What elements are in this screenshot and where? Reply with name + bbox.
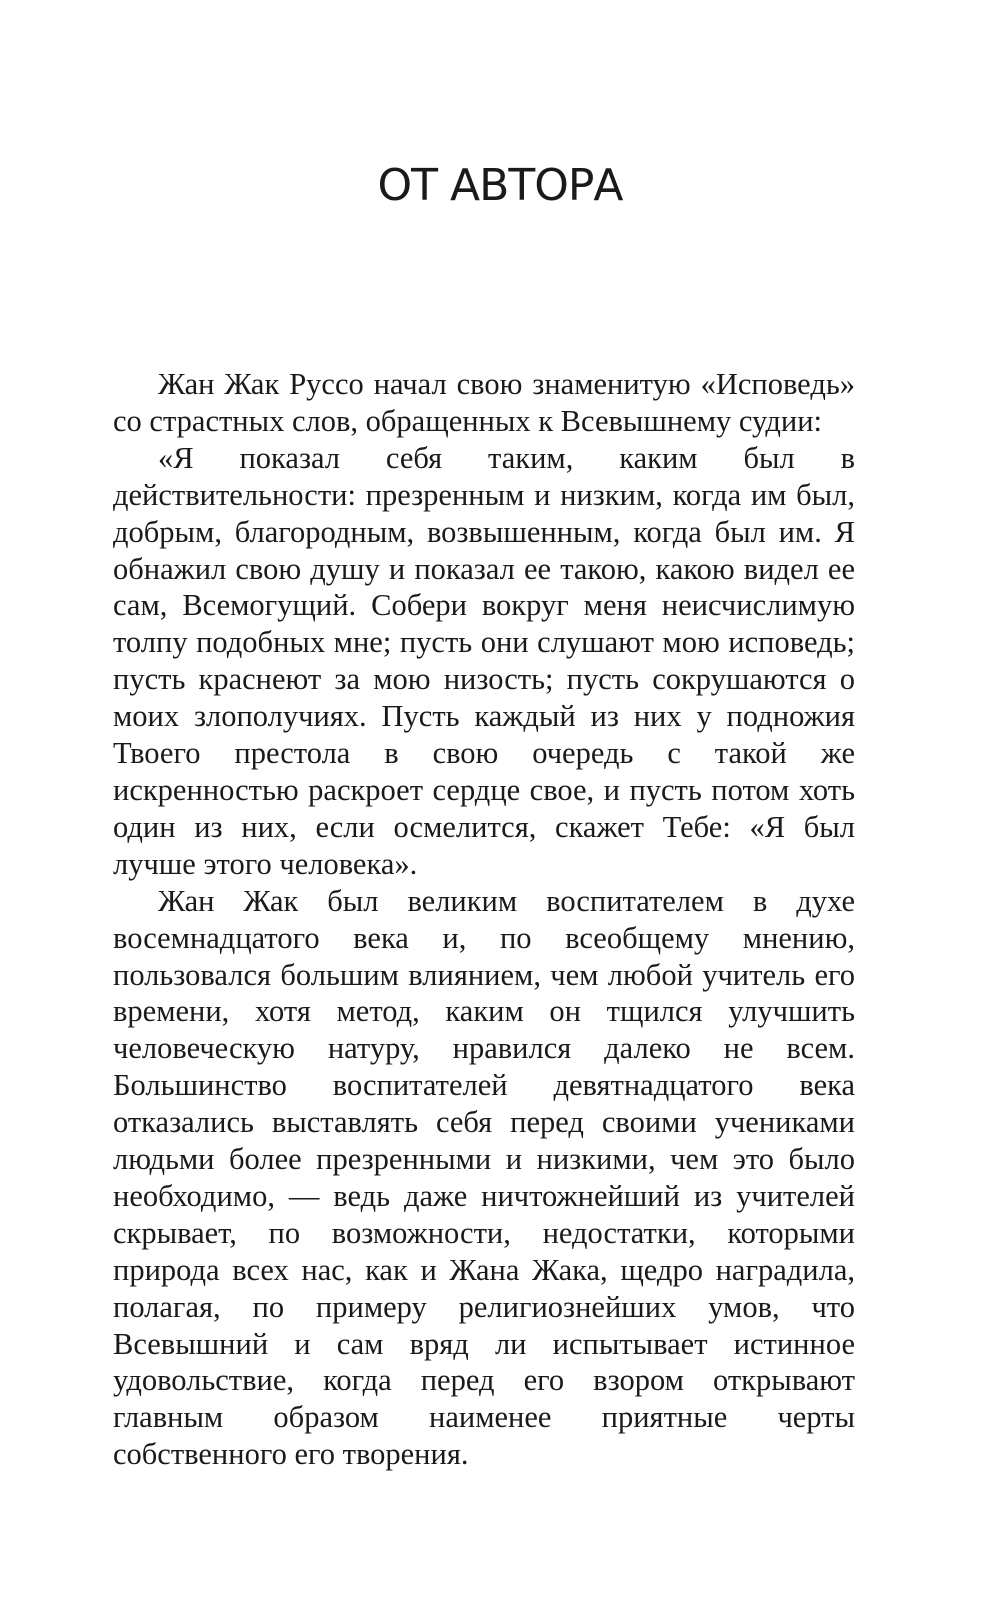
chapter-title: ОТ АВТОРА (377, 160, 623, 211)
body-text (113, 366, 855, 1473)
paragraph: «Я показал себя таким, каким был в действительности: презренным и низким, когда им был, добрым, благородным, возвышенным, когда был им. Я обнажил свою душу и показал ее такою, какою видел ее сам, Всемогущий. Собери вокруг меня неисчислимую толпу подобных мне; пусть они слушают мою исповедь; пусть краснеют за мою низость; пусть сокрушаются о моих злополучиях. Пусть каждый из них у подножия Твоего престола в свою очередь с такой же искренностью раскроет сердце свое, и пусть потом хоть один из них, если осмелится, скажет Тебе: «Я был лучше этого человека». (113, 440, 855, 881)
paragraph: Жан Жак был великим воспитателем в духе восемнадцатого века и, по всеобщему мнению, пользовался большим влиянием, чем любой учитель его времени, хотя метод, каким он тщился улучшить человеческую натуру, нравился далеко не всем. Большинство воспитателей девятнадцатого века отказались выставлять себя перед своими учениками людьми более презренными и низкими, чем это было необходимо, — ведь даже ничтожнейший из учителей скрывает, по возможности, недостатки, которыми природа всех нас, как и Жана Жака, щедро наградила, полагая, по примеру религиознейших умов, что Всевышний и сам вряд ли испытывает истинное удовольствие, когда перед его взором открывают главным образом наименее приятные черты собственного его творения. (113, 883, 855, 1472)
paragraph: Жан Жак Руссо начал свою знаменитую «Исповедь» со страстных слов, обращенных к Всевышнему судии: (113, 367, 855, 438)
